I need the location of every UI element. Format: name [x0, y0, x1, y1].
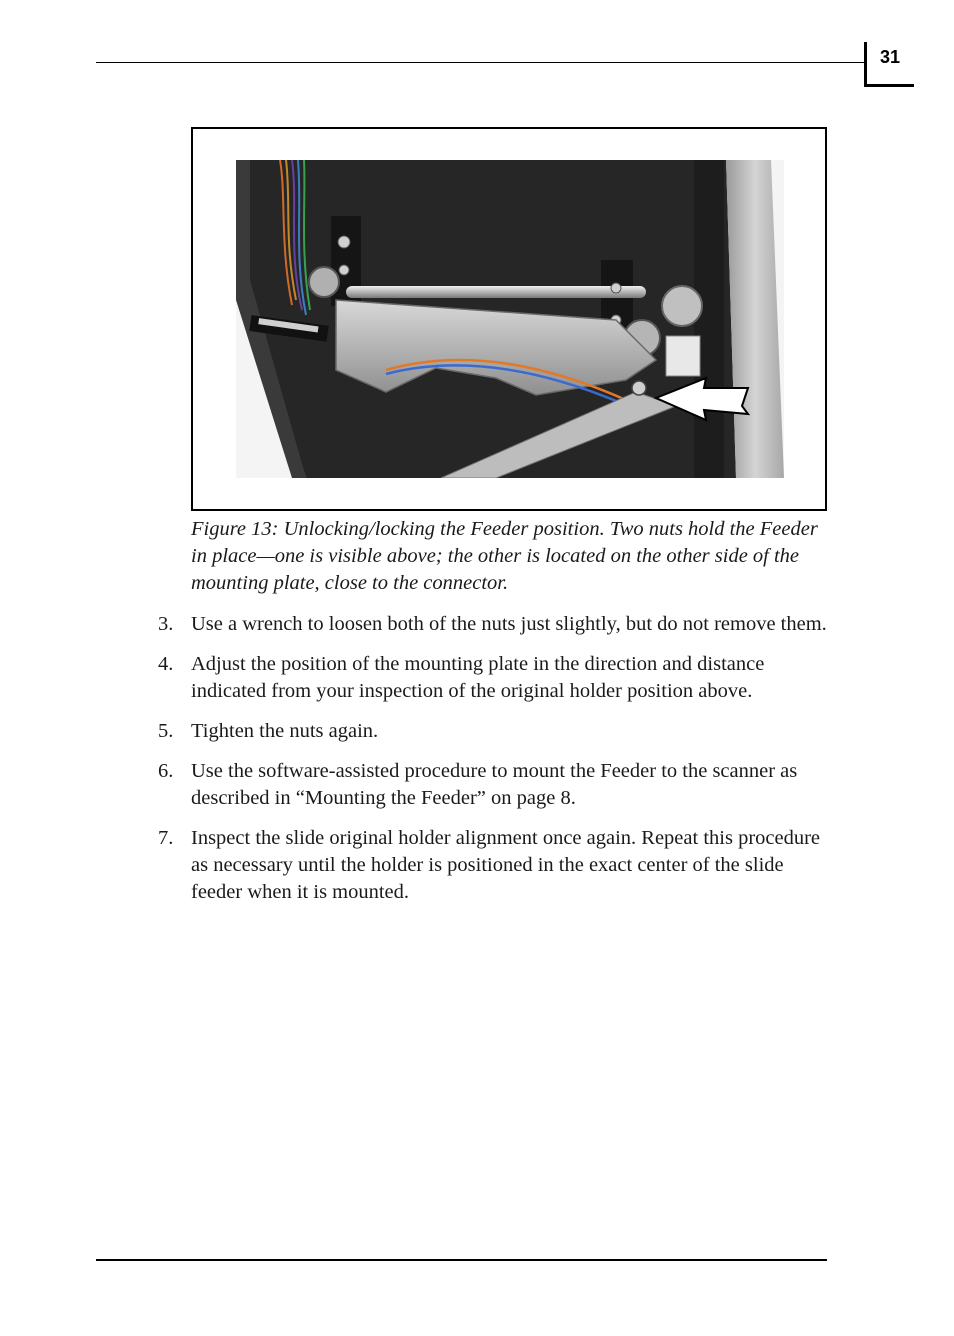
- step-number: 3.: [158, 613, 174, 635]
- step-item: [158, 718, 838, 745]
- feeder-photo: [236, 160, 784, 478]
- figure-frame: [191, 127, 827, 511]
- step-number: 7.: [158, 827, 174, 849]
- footer-rule: [96, 1259, 827, 1261]
- step-item: [158, 825, 838, 906]
- header-rule: [96, 62, 866, 63]
- page-number: 31: [880, 47, 901, 67]
- page-tab-vertical-bar: [864, 42, 867, 87]
- page-tab-horizontal-bar: [864, 84, 914, 87]
- procedure-steps: [158, 611, 838, 919]
- step-text: Use the software-assisted procedure to mount the Feeder to the scanner as described in “Mounting the Feeder” on page 8.: [191, 760, 798, 809]
- step-number: 4.: [158, 653, 174, 675]
- step-text: Inspect the slide original holder alignment once again. Repeat this procedure as necessary until the holder is positioned in the exact center of the slide feeder when it is mounted.: [191, 827, 821, 903]
- step-item: [158, 611, 838, 638]
- step-text: Use a wrench to loosen both of the nuts just slightly, but do not remove them.: [191, 613, 827, 635]
- step-text: Adjust the position of the mounting plate in the direction and distance indicated from your inspection of the original holder position above.: [191, 653, 765, 702]
- step-item: [158, 651, 838, 705]
- step-item: [158, 758, 838, 812]
- step-number: 6.: [158, 760, 174, 782]
- figure-caption: Figure 13: Unlocking/locking the Feeder position. Two nuts hold the Feeder in place—one is visible above; the other is located on the other side of the mounting plate, close to the connector.: [191, 518, 818, 594]
- step-text: Tighten the nuts again.: [191, 720, 379, 742]
- step-number: 5.: [158, 720, 174, 742]
